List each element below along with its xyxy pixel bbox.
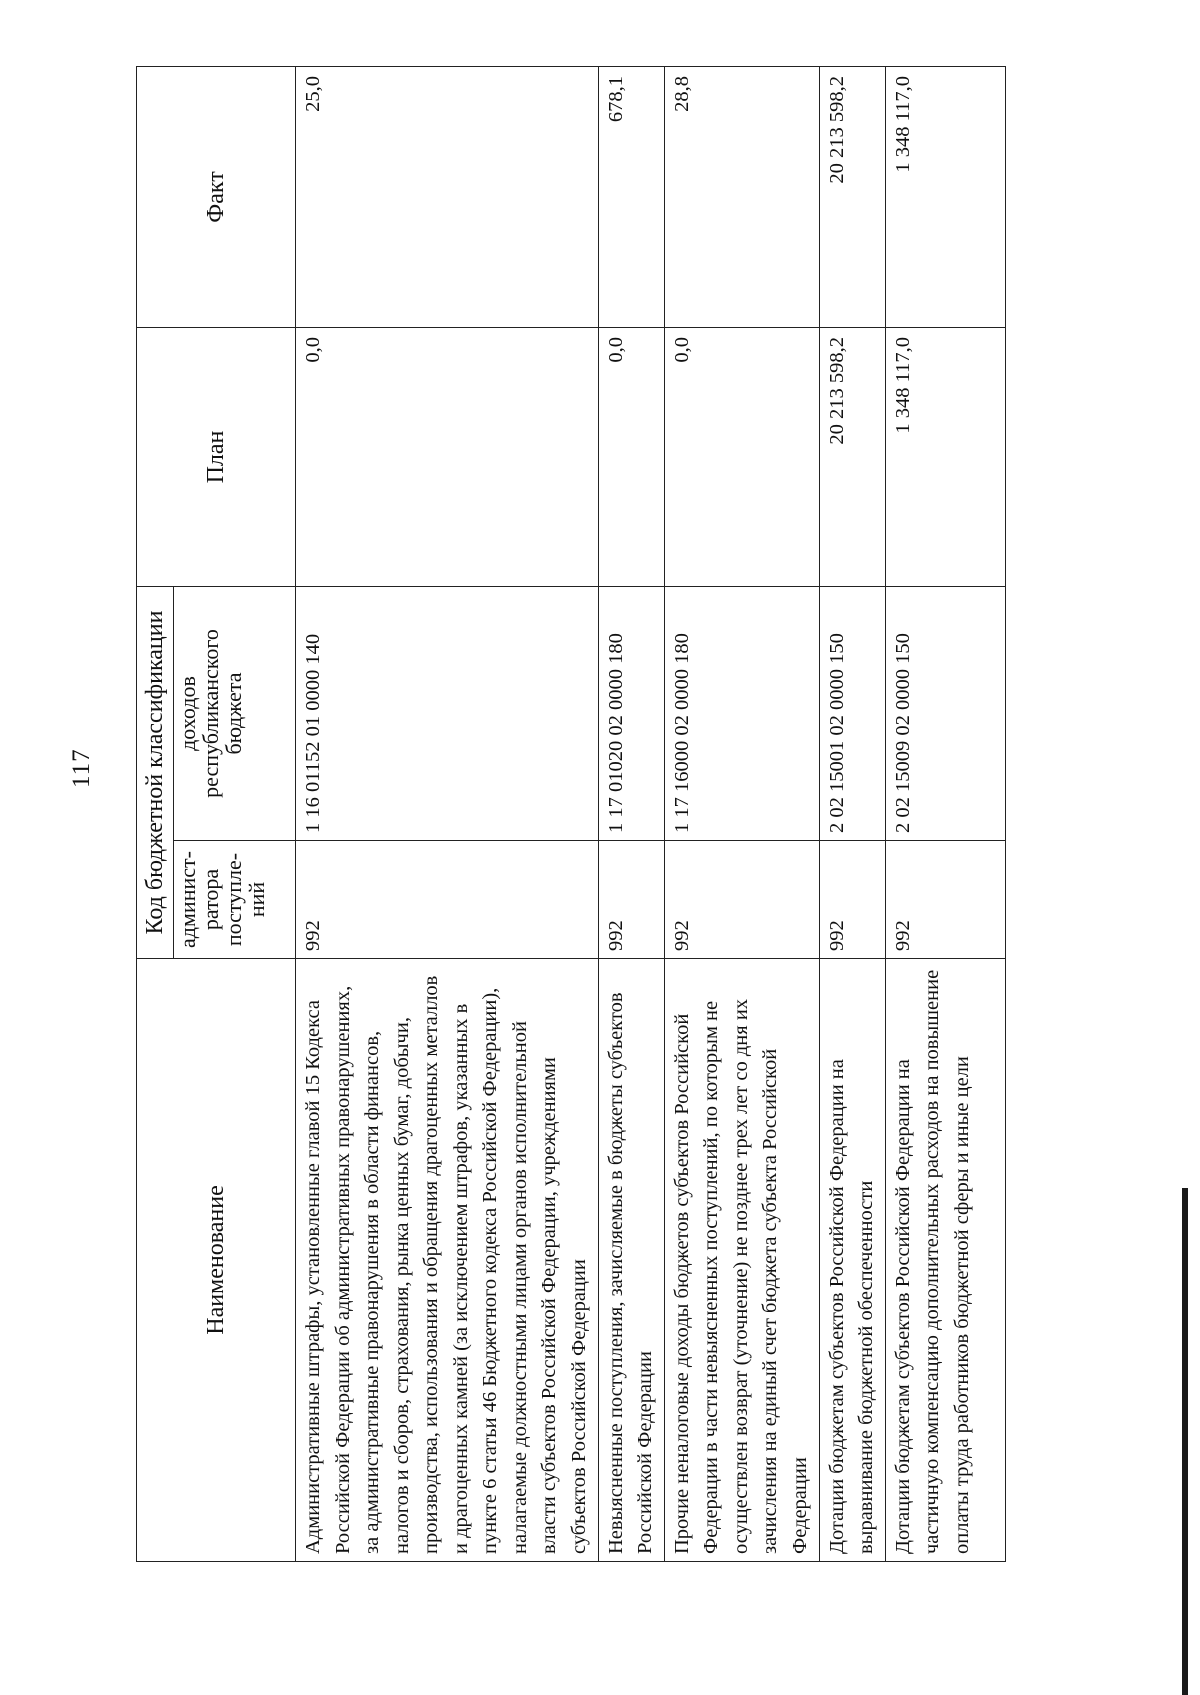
table-row (819, 67, 885, 1562)
row-plan: 0,0 (664, 328, 819, 587)
row-plan: 0,0 (296, 328, 599, 587)
row-name: Административные штрафы, установленные главой 15 Кодекса Российской Федерации об административных правонарушениях, за административные правонарушения в области финансов, налогов и сборов, страхования, рынка ценных бумаг, добычи, производства, использования и обращения драгоценных металлов и драгоценных камней (за исключением штрафов, указанных в пункте 6 статьи 46 Бюджетного кодекса Российской Федерации), налагаемые должностными лицами органов исполнительной власти субъектов Российской Федерации, учреждениями субъектов Российской Федерации (296, 959, 599, 1562)
table-row (664, 67, 819, 1562)
header-admin: админист-ратора поступле-ний (174, 841, 296, 959)
row-fact: 28,8 (664, 67, 819, 328)
row-admin-code: 992 (296, 841, 599, 959)
row-income-code: 1 17 01020 02 0000 180 (598, 587, 664, 841)
row-plan: 20 213 598,2 (819, 328, 885, 587)
row-income-code: 2 02 15001 02 0000 150 (819, 587, 885, 841)
row-admin-code: 992 (598, 841, 664, 959)
header-code-group: Код бюджетной классификации (137, 587, 174, 959)
row-fact: 20 213 598,2 (819, 67, 885, 328)
scan-edge-mark (1182, 1188, 1188, 1695)
row-income-code: 1 17 16000 02 0000 180 (664, 587, 819, 841)
table-row (598, 67, 664, 1562)
row-admin-code: 992 (885, 841, 1005, 959)
page-number: 117 (68, 748, 95, 788)
row-income-code: 1 16 01152 01 0000 140 (296, 587, 599, 841)
budget-income-table (136, 66, 1006, 1562)
row-name: Прочие неналоговые доходы бюджетов субъектов Российской Федерации в части невыясненных поступлений, по которым не осуществлен возврат (уточнение) не позднее трех лет со дня их зачисления на единый счет бюджета субъекта Российской Федерации (664, 959, 819, 1562)
row-admin-code: 992 (664, 841, 819, 959)
row-plan: 1 348 117,0 (885, 328, 1005, 587)
row-plan: 0,0 (598, 328, 664, 587)
header-fact: Факт (137, 67, 296, 328)
budget-table-container (136, 67, 1006, 1562)
row-income-code: 2 02 15009 02 0000 150 (885, 587, 1005, 841)
table-row (296, 67, 599, 1562)
header-name: Наименование (137, 959, 296, 1562)
table-row (885, 67, 1005, 1562)
row-fact: 1 348 117,0 (885, 67, 1005, 328)
row-name: Невыясненные поступления, зачисляемые в бюджеты субъектов Российской Федерации (598, 959, 664, 1562)
row-name: Дотации бюджетам субъектов Российской Федерации на выравнивание бюджетной обеспеченности (819, 959, 885, 1562)
row-fact: 25,0 (296, 67, 599, 328)
row-name: Дотации бюджетам субъектов Российской Федерации на частичную компенсацию дополнительных расходов на повышение оплаты труда работников бюджетной сферы и иные цели (885, 959, 1005, 1562)
row-admin-code: 992 (819, 841, 885, 959)
header-income: доходов республиканского бюджета (174, 587, 296, 841)
row-fact: 678,1 (598, 67, 664, 328)
header-plan: План (137, 328, 296, 587)
